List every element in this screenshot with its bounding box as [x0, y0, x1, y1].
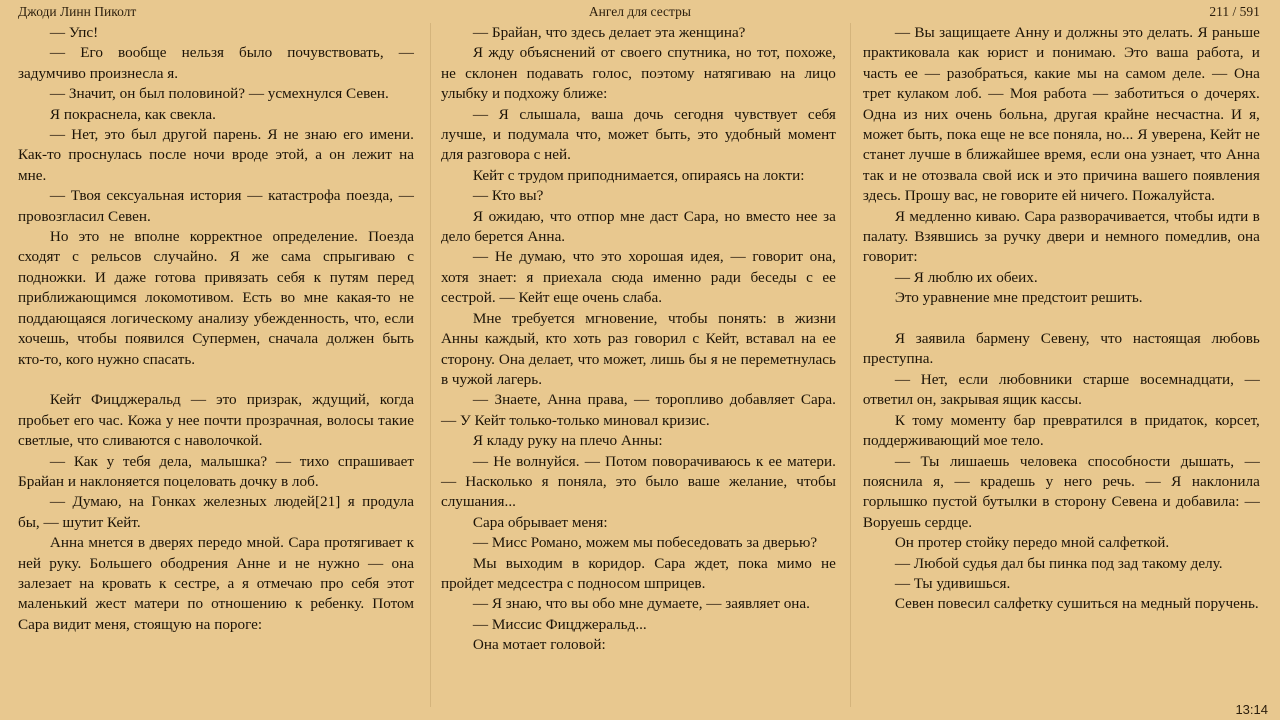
- column-3: [850, 23, 1270, 707]
- paragraph: Севен повесил салфетку сушиться на медный поручень.: [894, 595, 1259, 613]
- paragraph: Кейт с трудом приподнимается, опираясь на локти:: [472, 166, 805, 184]
- paragraph: — Как у тебя дела, малышка? — тихо спрашивает Брайан и наклоняется поцеловать дочку в лоб.: [18, 452, 414, 490]
- paragraph: — Ты лишаешь человека способности дышать, — пояснила я, — крадешь у него речь. — Я наклонила горлышко пустой бутылки в сторону Севена и добавила: — Воруешь сердце.: [862, 452, 1260, 531]
- clock: 13:14: [1235, 702, 1268, 717]
- page-indicator: 211 / 591: [1209, 4, 1260, 19]
- paragraph: Я ожидаю, что отпор мне даст Сара, но вместо нее за дело берется Анна.: [440, 207, 836, 246]
- paragraph: — Ты удивишься.: [894, 574, 1011, 592]
- paragraph: — Твоя сексуальная история — катастрофа поезда, — провозгласил Севен.: [18, 187, 414, 225]
- paragraph: Мы выходим в коридор. Сара ждет, пока мимо не пройдет медсестра с подносом шприцев.: [440, 554, 836, 592]
- paragraph: Я покраснела, как свекла.: [49, 105, 216, 123]
- paragraph: — Нет, это был другой парень. Я не знаю его имени. Как-то проснулась после ночи вроде этой, а он лежит на мне.: [18, 126, 414, 184]
- book-author: Джоди Линн Пиколт: [18, 4, 137, 19]
- paragraph: Мне требуется мгновение, чтобы понять: в жизни Анны каждый, кто хоть раз говорил с Кейт, вставал на ее сторону. Она делает, что может, лишь бы я не переметнулась в чужой лагерь.: [440, 309, 836, 388]
- paragraph: Я жду объяснений от своего спутника, но тот, похоже, не склонен подавать голос, поэтому натягиваю на лицо улыбку и подхожу ближе:: [440, 44, 836, 103]
- paragraph: К тому моменту бар превратился в придаток, корсет, поддерживающий мое тело.: [862, 411, 1260, 450]
- book-title: Ангел для сестры: [588, 4, 691, 19]
- paragraph: Сара обрывает меня:: [472, 513, 608, 531]
- paragraph: — Его вообще нельзя было почувствовать, — задумчиво произнесла я.: [18, 44, 414, 82]
- paragraph: — Вы защищаете Анну и должны это делать. Я раньше практиковала как юрист и понимаю. Это ваша работа, и часть ее — разобраться, какие мы на самом деле. — Она трет кулаком лоб. — Моя работа — заботиться о дочерях. Одна из них очень больна, другая крайне несчастна. И я, может быть, пока еще не все поняла, но... Я уверена, Кейт не станет лучше в ближайшее время, если она узнает, что Анна так и не отозвала свой иск и это причина вашего появления здесь. Прошу вас, не говорите ей ничего. Пожалуйста.: [862, 24, 1260, 205]
- paragraph: — Упс!: [49, 24, 99, 41]
- paragraph: Она мотает головой:: [472, 636, 606, 654]
- paragraph: Кейт Фицджеральд — это призрак, ждущий, когда пробьет его час. Кожа у нее почти прозрачная, волосы такие светлые, что сливаются с наволочкой.: [18, 391, 414, 450]
- paragraph: Я заявила бармену Севену, что настоящая любовь преступна.: [862, 330, 1260, 368]
- paragraph: — Я люблю их обеих.: [894, 268, 1038, 286]
- paragraph: — Не волнуйся. — Потом поворачиваюсь к ее матери. — Насколько я поняла, это было ваше желание, чтобы слушания...: [440, 452, 836, 511]
- paragraph: [18, 370, 414, 390]
- paragraph: [863, 309, 1260, 329]
- paragraph: — Не думаю, что это хорошая идея, — говорит она, хотя знает: я приехала сюда именно ради беседы с ее сестрой. — Кейт еще очень слаба.: [440, 248, 836, 307]
- column-2: [430, 23, 850, 707]
- column-1: [10, 23, 430, 707]
- paragraph: — Думаю, на Гонках железных людей[21] я продула бы, — шутит Кейт.: [18, 493, 414, 531]
- paragraph: — Мисс Романо, можем мы побеседовать за дверью?: [472, 534, 818, 552]
- paragraph: Но это не вполне корректное определение. Поезда сходят с рельсов случайно. Я же сама спрыгиваю с подножки. И даже готова привязать себя к путям перед приближающимся локомотивом. Есть во мне какая-то не поддающаяся логическому анализу убежденность, что, если хочешь, чтобы появился Супермен, сначала должен быть кто-то, кого нужно спасать.: [18, 228, 414, 368]
- page-header: [10, 4, 1270, 21]
- paragraph: — Я знаю, что вы обо мне думаете, — заявляет она.: [472, 595, 810, 613]
- paragraph: — Знаете, Анна права, — торопливо добавляет Сара. — У Кейт только-только миновал кризис.: [440, 391, 836, 429]
- paragraph: — Брайан, что здесь делает эта женщина?: [472, 24, 746, 41]
- paragraph: Я кладу руку на плечо Анны:: [472, 432, 663, 450]
- paragraph: — Любой судья дал бы пинка под зад такому делу.: [894, 554, 1223, 572]
- text-columns: [10, 23, 1270, 707]
- paragraph: Я медленно киваю. Сара разворачивается, чтобы идти в палату. Взявшись за ручку двери и немного помедлив, она говорит:: [862, 207, 1260, 266]
- paragraph: — Я слышала, ваша дочь сегодня чувствует себя лучше, и подумала что, может быть, это удобный момент для разговора с ней.: [440, 105, 836, 164]
- paragraph: — Миссис Фицджеральд...: [472, 615, 647, 633]
- paragraph: Он протер стойку передо мной салфеткой.: [894, 534, 1170, 552]
- paragraph: — Нет, если любовники старше восемнадцати, — ответил он, закрывая ящик кассы.: [862, 370, 1260, 409]
- paragraph: Это уравнение мне предстоит решить.: [894, 289, 1143, 307]
- paragraph: — Значит, он был половиной? — усмехнулся Севен.: [49, 85, 389, 103]
- paragraph: Анна мнется в дверях передо мной. Сара протягивает к ней руку. Большего ободрения Анне и не нужно — она залезает на кровать к сестре, а я отмечаю про себя этот маленький жест матери по отношению к ребенку. Потом Сара видит меня, стоящую на пороге:: [18, 534, 414, 633]
- paragraph: — Кто вы?: [472, 187, 544, 205]
